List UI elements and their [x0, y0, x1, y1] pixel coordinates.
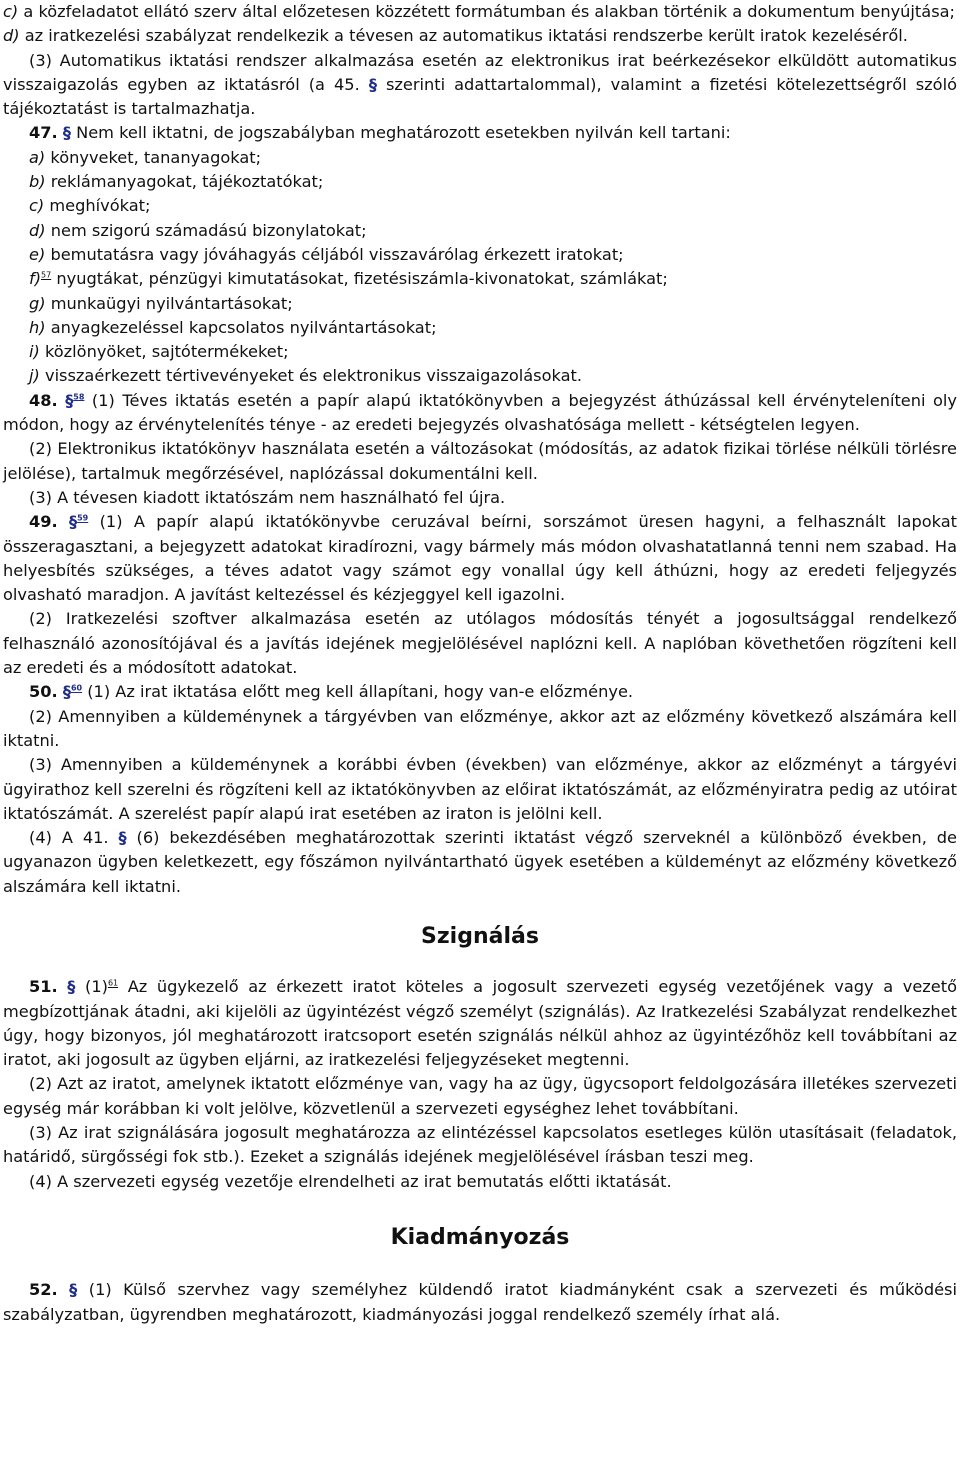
- section-48-p1: 48. §$^{58}$ (1) Téves iktatás esetén a papír alapú iktatókönyvben a bejegyzést áthúzással kell érvényteleníteni oly módon, hogy az érvénytelenítés ténye - az eredeti bejegyzés olvashatósága mellett - kétségtelen legyen.: [3, 390, 957, 435]
- section-number: 48.: [29, 390, 58, 410]
- section-sign: §: [118, 828, 127, 848]
- section-50-p1: 50. §$^{60}$ (1) Az irat iktatása előtt meg kell állapítani, hogy van-e előzménye.: [29, 682, 634, 702]
- section-47-intro: 47. § Nem kell iktatni, de jogszabályban meghatározott esetekben nyilván kell tartani:: [29, 123, 731, 143]
- section-sign: §: [65, 390, 74, 410]
- section-51-p1: 51. § $(1)^{61}$ Az ügykezelő az érkezett iratot köteles a jogosult szervezeti egység vezetőjének vagy a vezető megbízottjának átadni, aki kijelöli az ügyintézést végző személyt (szignálás). Az Iratkezelési Szabályzat rendelkezhet úgy, hogy bizonyos, jól meghatározott iratcsoport esetén szignálás nélkül ahhoz az ügyintézőhöz kell továbbítani az iratot, aki jogosult az ügyben eljárni, az iratkezelési feljegyzéseket megtenni.: [3, 977, 957, 1070]
- paragraph: d) az iratkezelési szabályzat rendelkezik a tévesen az automatikus iktatási rendszerbe került iratok kezeléséről.: [3, 26, 908, 46]
- list-item: g) munkaügyi nyilvántartásokat;: [29, 293, 293, 313]
- section-sign: §: [67, 977, 76, 997]
- footnote-link[interactable]: 58: [73, 392, 85, 402]
- list-item: i) közlönyöket, sajtótermékeket;: [29, 342, 289, 362]
- section-51-p4: (4) A szervezeti egység vezetője elrendelheti az irat bemutatás előtti iktatását.: [29, 1171, 672, 1191]
- section-number: 51.: [29, 977, 58, 997]
- paragraph: (3) Automatikus iktatási rendszer alkalmazása esetén az elektronikus irat beérkezésekor elküldött automatikus visszaigazolás egyben az iktatásról (a 45. § szerinti adattartalommal), valamint a fizetési kötelezettségről szóló tájékoztatást is tartalmazhatja.: [3, 50, 957, 119]
- section-sign: §: [62, 682, 71, 702]
- section-47-list: [3, 146, 957, 389]
- section-sign: §: [69, 1280, 78, 1300]
- list-item: b) reklámanyagokat, tájékoztatókat;: [29, 172, 324, 192]
- footnote-link[interactable]: 61: [107, 978, 119, 988]
- section-sign: §: [62, 123, 71, 143]
- section-49-p2: (2) Iratkezelési szoftver alkalmazása esetén az utólagos módosítás tényét a jogosultsággal rendelkező felhasználó azonosítójával és a javítás idejének megjelölésével naplózni kell. A naplóban követhetően rögzíteni kell az eredeti és a módosított adatokat.: [3, 609, 957, 678]
- section-50-p3: (3) Amennyiben a küldeménynek a korábbi évben (években) van előzménye, akkor az előzményt a tárgyévi ügyirathoz kell szerelni és rögzíteni kell az iktatókönyvben az előirat iktatószámát, az előzményiratra pedig az utóirat iktatószámát. A szerelést papír alapú irat esetében az iraton is jelölni kell.: [3, 755, 957, 823]
- heading-kiadmanyozas: Kiadmányozás: [390, 1224, 570, 1250]
- section-51-p2: (2) Azt az iratot, amelynek iktatott előzménye van, vagy ha az ügy, ügycsoport feldolgozására illetékes szervezeti egység már korábban ki volt jelölve, közvetlenül a szervezeti egységhez lehet továbbítani.: [3, 1074, 957, 1118]
- list-item: a) könyveket, tananyagokat;: [29, 147, 262, 167]
- list-item: e) bemutatásra vagy jóváhagyás céljából visszavárólag érkezett iratokat;: [29, 244, 624, 264]
- section-48-p2: (2) Elektronikus iktatókönyv használata esetén a változásokat (módosítás, az adatok fizikai törlése nélküli törlésre jelölése), tartalmuk megőrzésével, naplózással dokumentálni kell.: [3, 439, 957, 483]
- footnote-link[interactable]: 59: [77, 513, 89, 523]
- section-sign: §: [368, 74, 377, 94]
- section-sign: §: [69, 512, 78, 532]
- section-number: 47.: [29, 123, 58, 143]
- footnote-link[interactable]: 60: [70, 683, 83, 693]
- footnote-link[interactable]: 57: [41, 270, 52, 280]
- section-50-p4: (4) A 41. § (6) bekezdésében meghatározottak szerinti iktatást végző szerveknél a különböző években, de ugyanazon ügyben keletkezett, egy főszámon nyilvántartható ügyek esetében a küldeményt az előzmény következő alszámára kell iktatni.: [3, 828, 957, 896]
- list-item: f)$^{57}$ nyugtákat, pénzügyi kimutatásokat, fizetésiszámla-kivonatokat, számlákat;: [29, 269, 668, 289]
- section-number: 52.: [29, 1280, 58, 1300]
- list-item: c) meghívókat;: [29, 196, 151, 216]
- paragraph: c) a közfeladatot ellátó szerv által előzetesen közzétett formátumban és alakban történik a dokumentum benyújtása;: [3, 2, 956, 21]
- section-number: 50.: [29, 682, 58, 702]
- list-item: h) anyagkezeléssel kapcsolatos nyilvántartásokat;: [29, 317, 437, 337]
- section-52-p1: 52. § (1) Külső szervhez vagy személyhez küldendő iratot kiadmányként csak a szervezeti és működési szabályzatban, ügyrendben meghatározott, kiadmányozási joggal rendelkező személy írhat alá.: [3, 1280, 957, 1324]
- item-label: d): [3, 26, 20, 46]
- list-item: d) nem szigorú számadású bizonylatokat;: [29, 220, 367, 240]
- list-item: j) visszaérkezett tértivevényeket és elektronikus visszaigazolásokat.: [29, 366, 582, 386]
- section-49-p1: 49. §$^{59}$ (1) A papír alapú iktatókönyvbe ceruzával beírni, sorszámot üresen hagyni, a felhasznált lapokat összeragasztani, a bejegyzett adatokat kiradírozni, vagy bármely más módon olvashatatlanná tenni nem szabad. Ha helyesbítés szükséges, a téves adatot vagy számot egy vonallal úgy kell áthúzni, hogy az eredeti feljegyzés olvasható maradjon. A javítást keltezéssel és kézjeggyel kell igazolni.: [3, 512, 957, 605]
- section-51-p3: (3) Az irat szignálására jogosult meghatározza az elintézéssel kapcsolatos esetleges külön utasításait (feladatok, határidő, sürgősségi fok stb.). Ezeket a szignálás idejének megjelölésével írásban teszi meg.: [3, 1123, 957, 1167]
- section-number: 49.: [29, 512, 58, 532]
- section-50-p2: (2) Amennyiben a küldeménynek a tárgyévben van előzménye, akkor azt az előzmény következő alszámára kell iktatni.: [3, 706, 957, 750]
- item-label: c): [3, 2, 19, 21]
- section-48-p3: (3) A tévesen kiadott iktatószám nem használható fel újra.: [29, 487, 506, 507]
- heading-szignalas: Szignálás: [421, 923, 539, 949]
